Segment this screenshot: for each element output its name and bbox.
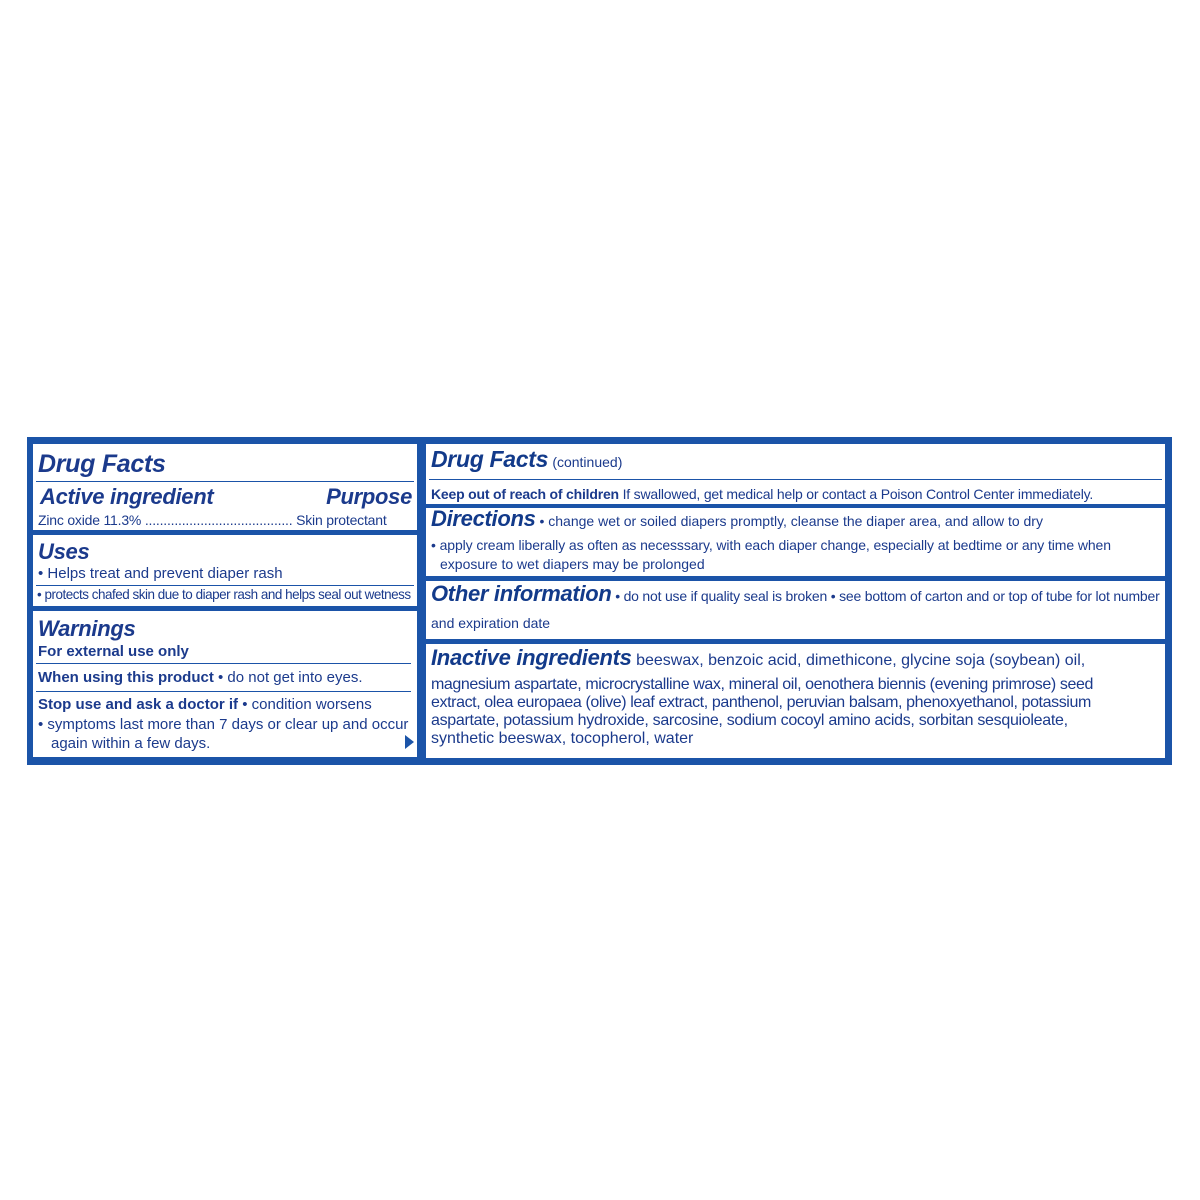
continue-arrow-icon [405, 735, 414, 749]
warnings-heading: Warnings [38, 616, 136, 641]
inactive-line-4: aspartate, potassium hydroxide, sarcosine, sodium cocoyl amino acids, sorbitan sesquioleate, [431, 712, 1068, 729]
right-title-row [431, 446, 623, 472]
divider [36, 691, 411, 692]
divider [429, 479, 1162, 480]
directions-text-1: • change wet or soiled diapers promptly, cleanse the diaper area, and allow to dry [535, 513, 1043, 529]
uses-item-2: • protects chafed skin due to diaper rash and helps seal out wetness [37, 586, 411, 602]
divider [36, 663, 411, 664]
directions-line-1 [431, 507, 1043, 531]
external-use: For external use only [38, 643, 189, 660]
uses-panel [32, 534, 418, 607]
inactive-line-3: extract, olea europaea (olive) leaf extract, panthenol, peruvian balsam, phenoxyethanol, potassium [431, 694, 1091, 711]
inactive-text-1: beeswax, benzoic acid, dimethicone, glycine soja (soybean) oil, [631, 652, 1086, 669]
directions-line-3: exposure to wet diapers may be prolonged [440, 556, 705, 572]
inactive-line-5: synthetic beeswax, tocopherol, water [431, 730, 694, 747]
active-ingredient-line: Zinc oxide 11.3% ........................................ Skin protectant [38, 512, 387, 528]
keep-out-panel [425, 443, 1166, 505]
purpose-heading: Purpose [326, 484, 412, 509]
continued-label: (continued) [552, 454, 623, 470]
drug-facts-continued-title: Drug Facts [431, 446, 549, 472]
stop-use-text: • condition worsens [238, 696, 372, 713]
directions-panel [425, 507, 1166, 577]
warnings-panel [32, 610, 418, 758]
when-using-label: When using this product [38, 669, 214, 686]
other-text-1: • do not use if quality seal is broken • see bottom of carton and or top of tube for lot number [611, 588, 1160, 604]
active-ingredient-heading: Active ingredient [40, 484, 214, 509]
divider [36, 481, 414, 482]
stop-use [38, 696, 372, 713]
keep-out-text: If swallowed, get medical help or contact a Poison Control Center immediately. [618, 486, 1094, 502]
when-using [38, 669, 363, 686]
stop-use-label: Stop use and ask a doctor if [38, 696, 239, 713]
other-line-2: and expiration date [431, 615, 551, 631]
directions-heading: Directions [431, 507, 536, 531]
inactive-line-1 [431, 645, 1086, 670]
keep-out-label: Keep out of reach of children [431, 486, 619, 502]
inactive-ingredients-panel [425, 643, 1166, 759]
drug-facts-title: Drug Facts [38, 450, 166, 478]
drug-facts-label [27, 437, 1172, 765]
inactive-line-2: magnesium aspartate, microcrystalline wax, mineral oil, oenothera biennis (evening primrose) seed [431, 676, 1093, 693]
uses-item-1: • Helps treat and prevent diaper rash [38, 565, 283, 582]
inactive-ingredients-heading: Inactive ingredients [431, 645, 632, 670]
when-using-text: • do not get into eyes. [213, 669, 363, 686]
other-information-panel [425, 580, 1166, 640]
directions-line-2: • apply cream liberally as often as necesssary, with each diaper change, especially at bedtime or any time when [431, 537, 1111, 553]
active-ingredient-panel [32, 443, 418, 531]
other-information-heading: Other information [431, 581, 612, 606]
uses-heading: Uses [38, 539, 90, 564]
keep-out-line [431, 486, 1093, 503]
other-line-1 [431, 581, 1160, 606]
stop-use-line-2: • symptoms last more than 7 days or clear up and occur [38, 716, 409, 733]
stop-use-line-3: again within a few days. [51, 735, 211, 752]
